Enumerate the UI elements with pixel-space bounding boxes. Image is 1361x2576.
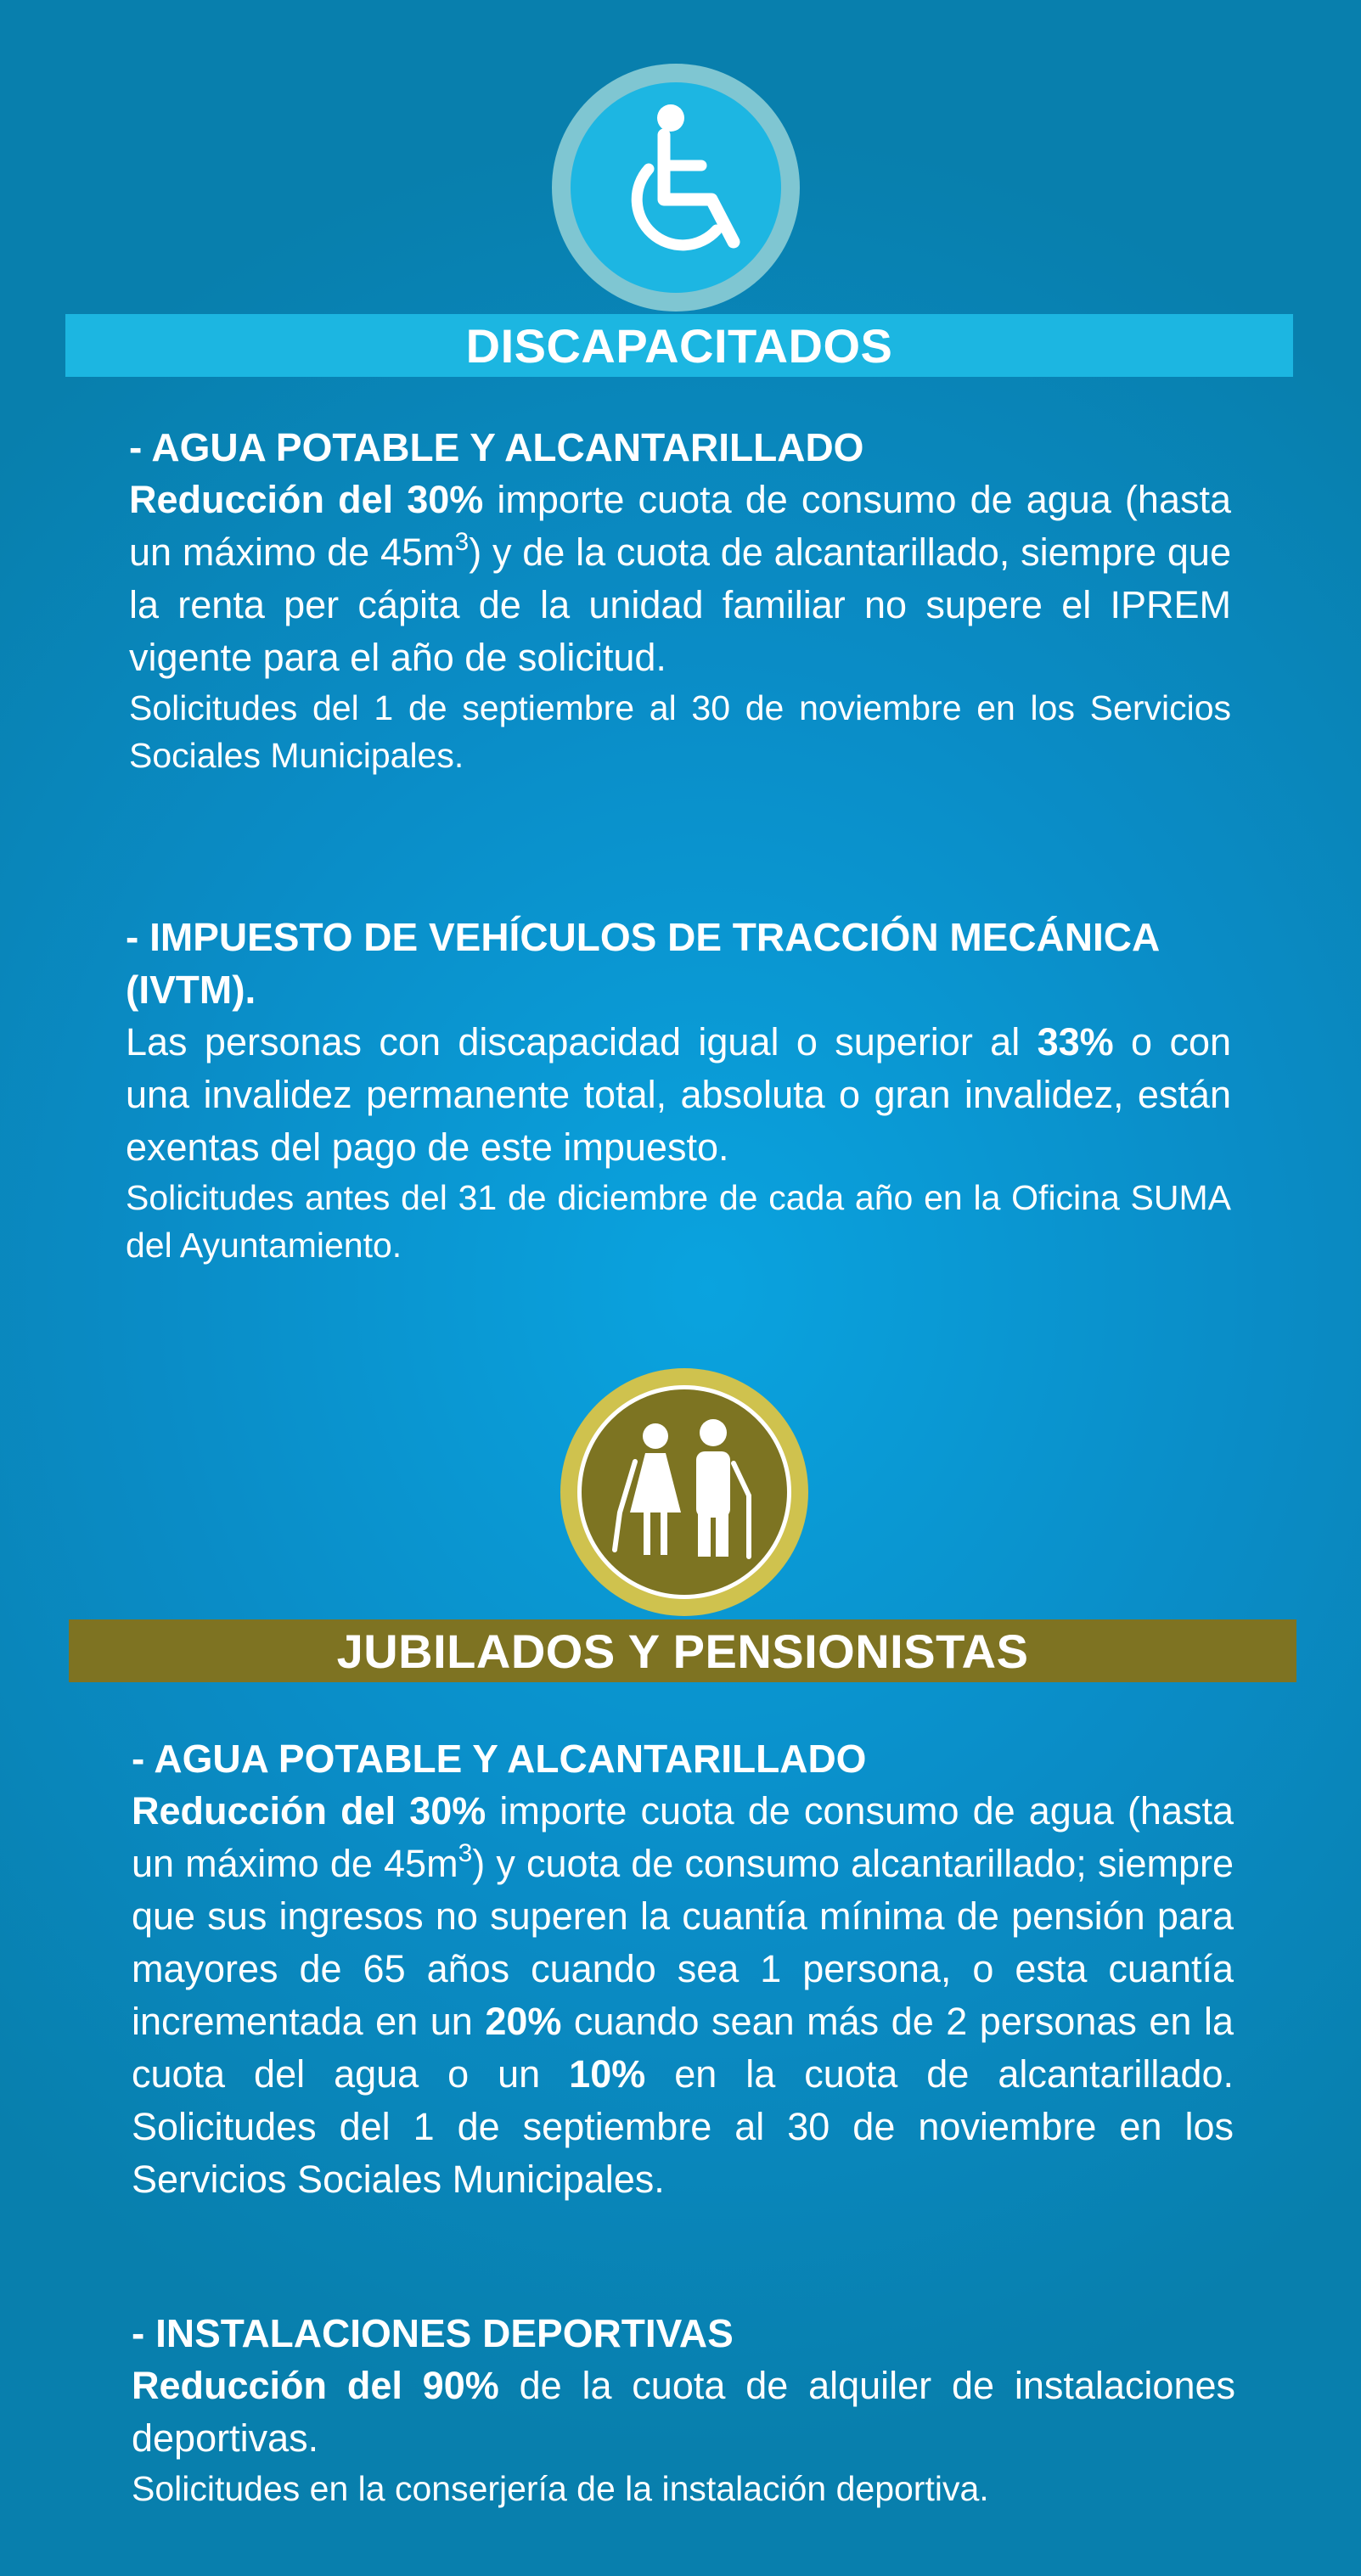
benefit-note: Solicitudes en la conserjería de la instalación deportiva.: [132, 2469, 989, 2508]
benefit-water-seniors: [132, 1732, 1234, 2206]
benefit-description: Las personas con discapacidad igual o superior al 33% o con una invalidez permanente total, absoluta o gran invalidez, están exentas del pago de este impuesto.: [126, 1020, 1231, 1169]
benefit-sports-facilities: [132, 2307, 1235, 2512]
section-title: JUBILADOS Y PENSIONISTAS: [336, 1624, 1029, 1678]
seniors-emblem: [560, 1368, 808, 1616]
benefit-description: Reducción del 30% importe cuota de consumo de agua (hasta un máximo de $45m^3$) y de la cuota de alcantarillado, siempre que la renta per cápita de la unidad familiar no supere el IPREM vigente para el año de solicitud.: [129, 478, 1231, 679]
superscript: 3: [454, 528, 470, 556]
section-banner-disabled: [65, 314, 1293, 377]
benefit-note: Solicitudes del 1 de septiembre al 30 de noviembre en los Servicios Sociales Municipales.: [129, 688, 1231, 775]
benefit-highlight: Reducción del 30%: [132, 1789, 486, 1832]
benefit-highlight: 20%: [485, 2000, 562, 2043]
disabled-emblem: [552, 64, 800, 311]
elderly-couple-icon: [560, 1368, 808, 1616]
benefit-heading: - AGUA POTABLE Y ALCANTARILLADO: [132, 1737, 867, 1781]
benefit-vehicle-tax: [126, 911, 1231, 1269]
section-banner-seniors: [69, 1619, 1296, 1682]
benefit-description: Reducción del 30% importe cuota de consumo de agua (hasta un máximo de $45m^3$) y cuota de consumo alcantarillado; siempre que sus ingresos no superen la cuantía mínima de pensión para mayores de 65 años cuando sea 1 persona, o esta cuantía incrementada en un 20% cuando sean más de 2 personas en la cuota del agua o un 10% en la cuota de alcantarillado. Solicitudes del 1 de septiembre al 30 de noviembre en los Servicios Sociales Municipales.: [132, 1789, 1234, 2201]
superscript: 3: [458, 1839, 473, 1867]
benefit-water-disabled: [129, 421, 1231, 779]
benefit-heading: - INSTALACIONES DEPORTIVAS: [132, 2311, 734, 2355]
benefit-highlight: 10%: [569, 2052, 646, 2096]
benefit-highlight: Reducción del 90%: [132, 2364, 499, 2407]
wheelchair-icon: [552, 64, 800, 311]
benefit-highlight: 33%: [1037, 1020, 1114, 1064]
section-title: DISCAPACITADOS: [465, 318, 893, 373]
benefit-description: Reducción del 90% de la cuota de alquiler de instalaciones deportivas.: [132, 2364, 1236, 2460]
benefit-highlight: Reducción del 30%: [129, 478, 484, 521]
benefit-heading: - IMPUESTO DE VEHÍCULOS DE TRACCIÓN MECÁNICA (IVTM).: [126, 915, 1159, 1012]
benefit-note: Solicitudes antes del 31 de diciembre de cada año en la Oficina SUMA del Ayuntamiento.: [126, 1178, 1231, 1265]
benefit-heading: - AGUA POTABLE Y ALCANTARILLADO: [129, 425, 864, 469]
